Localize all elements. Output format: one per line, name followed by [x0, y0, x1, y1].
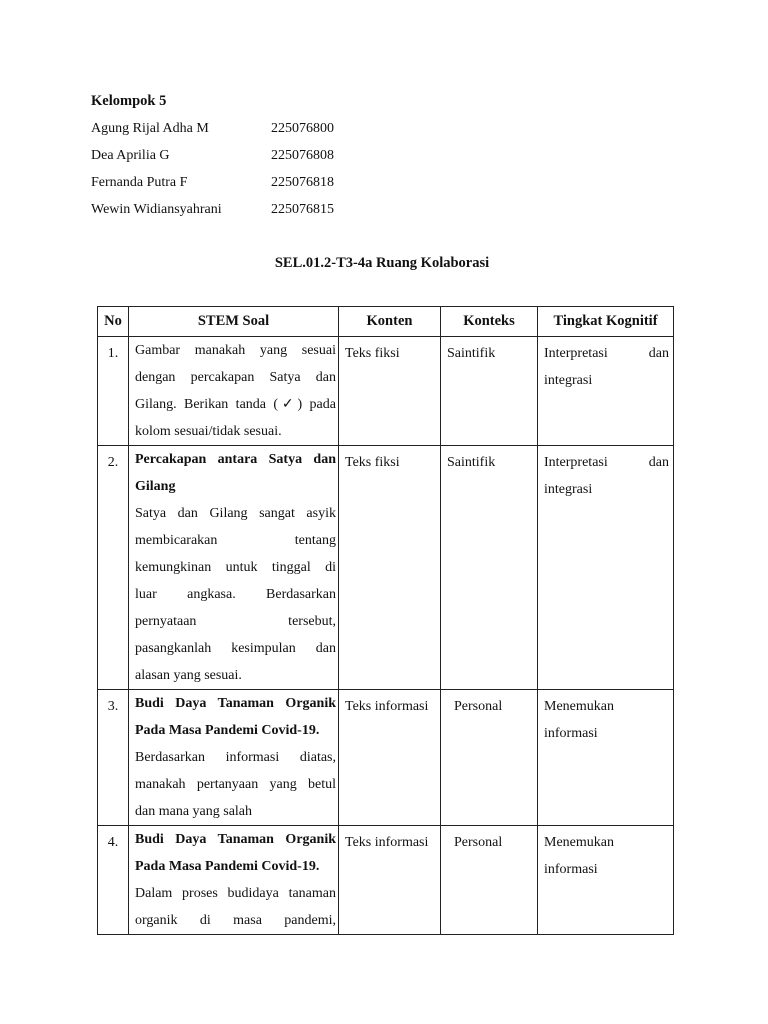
column-header-stem: STEM Soal [129, 307, 339, 337]
stem-line: Gilang. Berikan tanda (✓) pada [135, 397, 336, 412]
cell-kognitif [538, 690, 674, 826]
cell-no: 3. [98, 690, 129, 826]
cell-no: 2. [98, 446, 129, 690]
stem-line: Satya dan Gilang sangat asyik [135, 506, 336, 521]
member-name: Wewin Widiansyahrani [91, 202, 222, 217]
cell-stem [129, 337, 339, 446]
column-header-konteks: Konteks [441, 307, 538, 337]
cell-stem [129, 446, 339, 690]
cell-konten: Teks fiksi [339, 337, 441, 446]
member-name: Fernanda Putra F [91, 175, 188, 190]
kognitif-line: Menemukan [544, 699, 614, 714]
member-row [91, 200, 491, 227]
cell-stem [129, 690, 339, 826]
kognitif-line: integrasi [544, 373, 593, 388]
stem-line: dan mana yang salah [135, 804, 253, 819]
cell-konten: Teks fiksi [339, 446, 441, 690]
table-row [98, 337, 674, 446]
table-row [98, 690, 674, 826]
cell-konten: Teks informasi [339, 690, 441, 826]
column-header-konten: Konten [339, 307, 441, 337]
stem-line: manakah pertanyaan yang betul [135, 777, 336, 792]
stem-line: organik di masa pandemi, [135, 913, 336, 928]
cell-konteks: Personal [441, 826, 538, 935]
question-table [97, 306, 674, 935]
stem-line: kemungkinan untuk tinggal di [135, 560, 336, 575]
table-row [98, 446, 674, 690]
stem-bold-line: Pada Masa Pandemi Covid-19. [135, 723, 320, 738]
cell-kognitif [538, 337, 674, 446]
stem-line: pasangkanlah kesimpulan dan [135, 641, 336, 656]
cell-no: 4. [98, 826, 129, 935]
member-nim: 225076808 [271, 148, 334, 163]
stem-line: kolom sesuai/tidak sesuai. [135, 424, 282, 439]
column-header-kognitif: Tingkat Kognitif [538, 307, 674, 337]
stem-line: alasan yang sesuai. [135, 668, 242, 683]
member-name: Agung Rijal Adha M [91, 121, 209, 136]
member-nim: 225076800 [271, 121, 334, 136]
stem-bold-line: Budi Daya Tanaman Organik [135, 832, 336, 847]
stem-bold-line: Percakapan antara Satya dan [135, 452, 336, 467]
member-nim: 225076818 [271, 175, 334, 190]
kognitif-line: Menemukan [544, 835, 614, 850]
cell-konten: Teks informasi [339, 826, 441, 935]
stem-line: pernyataan tersebut, [135, 614, 336, 629]
cell-konteks: Saintifik [441, 337, 538, 446]
stem-line: membicarakan tentang [135, 533, 336, 548]
cell-no: 1. [98, 337, 129, 446]
table-row [98, 826, 674, 935]
stem-bold-line: Gilang [135, 479, 176, 494]
stem-bold-line: Pada Masa Pandemi Covid-19. [135, 859, 320, 874]
stem-line: Gambar manakah yang sesuai [135, 343, 336, 358]
kognitif-line: informasi [544, 726, 598, 741]
document-title [0, 255, 768, 272]
stem-bold-line: Budi Daya Tanaman Organik [135, 696, 336, 711]
cell-kognitif [538, 446, 674, 690]
column-header-no: No [98, 307, 129, 337]
member-row [91, 119, 491, 146]
kognitif-line: integrasi [544, 482, 593, 497]
kognitif-line: informasi [544, 862, 598, 877]
stem-line: Dalam proses budidaya tanaman [135, 886, 336, 901]
cell-konteks: Saintifik [441, 446, 538, 690]
document-title-text: SEL.01.2-T3-4a Ruang Kolaborasi [274, 255, 490, 271]
group-title: Kelompok 5 [91, 93, 167, 109]
member-name: Dea Aprilia G [91, 148, 170, 163]
stem-line: Berdasarkan informasi diatas, [135, 750, 336, 765]
kognitif-line: Interpretasi dan [544, 346, 669, 361]
member-row [91, 146, 491, 173]
table-header-row [98, 307, 674, 337]
stem-line: luar angkasa. Berdasarkan [135, 587, 336, 602]
stem-line: dengan percakapan Satya dan [135, 370, 336, 385]
cell-konteks: Personal [441, 690, 538, 826]
member-row [91, 173, 491, 200]
cell-stem [129, 826, 339, 935]
member-nim: 225076815 [271, 202, 334, 217]
member-list [91, 119, 491, 227]
cell-kognitif [538, 826, 674, 935]
kognitif-line: Interpretasi dan [544, 455, 669, 470]
